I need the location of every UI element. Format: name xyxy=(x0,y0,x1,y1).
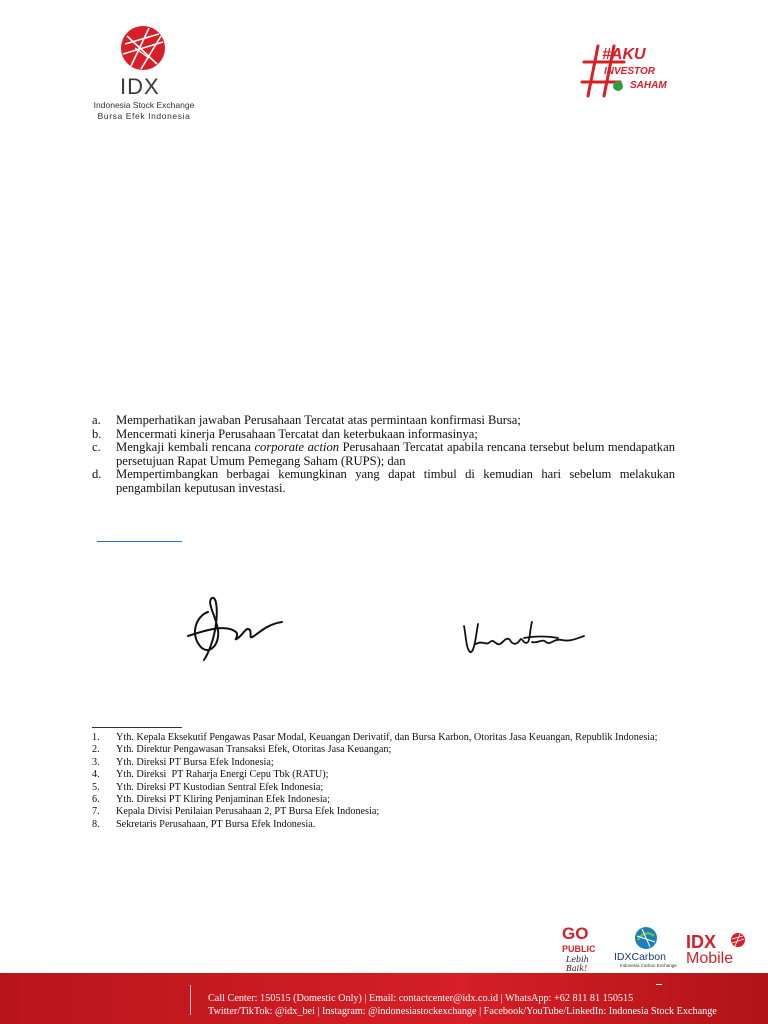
idx-logo xyxy=(88,22,198,126)
recommendation-list xyxy=(92,414,675,495)
list-item xyxy=(92,732,676,744)
list-item-text: Yth. Direksi PT Bursa Efek Indonesia; xyxy=(116,756,274,768)
list-item-text: Sekretaris Perusahaan, PT Bursa Efek Indonesia. xyxy=(116,818,316,830)
go-public-tagline: Lebih Baik! xyxy=(566,955,589,973)
link-underline xyxy=(97,541,182,542)
distribution-list xyxy=(92,732,676,831)
list-item xyxy=(92,806,676,818)
partner-logos xyxy=(556,924,756,973)
list-item-text: Mengkaji kembali rencana xyxy=(116,440,255,454)
idx-carbon-logo xyxy=(614,926,682,970)
idx-mobile-logo xyxy=(686,926,756,970)
list-item-text: Yth. Direksi PT Kliring Penjaminan Efek Indonesia; xyxy=(116,794,330,806)
list-item xyxy=(92,428,675,442)
go-public-public-text: PUBLIC xyxy=(562,944,596,954)
list-marker: 6. xyxy=(92,794,100,806)
list-item-text: Yth. Direksi PT Raharja Energi Cepu Tbk (RATU); xyxy=(116,769,329,781)
footer-separator xyxy=(190,985,191,1015)
list-marker: 3. xyxy=(92,756,100,768)
investor-text: INVESTOR xyxy=(604,66,655,77)
aku-investor-saham-logo xyxy=(580,40,680,104)
list-marker: 8. xyxy=(92,818,100,830)
footer-social-line: Twitter/TikTok: @idx_bei | Instagram: @indonesiastockexchange | Facebook/YouTube/LinkedIn: Indonesia Stock Exchange xyxy=(208,1006,717,1017)
signature-right xyxy=(458,616,588,660)
list-item xyxy=(92,782,676,794)
list-item-text: Mempertimbangkan berbagai kemungkinan yang dapat timbul di kemudian hari sebelum melakukan pengambilan keputusan investasi. xyxy=(116,467,675,495)
list-item xyxy=(92,757,676,769)
list-item xyxy=(92,468,675,495)
idx-carbon-globe-icon xyxy=(634,926,658,950)
list-marker: d. xyxy=(92,467,102,481)
footnote-separator xyxy=(92,727,182,728)
list-marker: 2. xyxy=(92,744,100,756)
list-item-text-continued: Perusahaan Tercatat apabila rencana tersebut belum mendapatkan persetujuan Rapat Umum Pemegang Saham (RUPS); dan xyxy=(116,440,675,468)
footer-contact-line: Call Center: 150515 (Domestic Only) | Email: contactcenter@idx.co.id | WhatsApp: +62 811 81 150515 xyxy=(208,993,634,1004)
idx-mobile-globe-icon xyxy=(730,932,746,948)
list-item xyxy=(92,794,676,806)
aku-text: #AKU xyxy=(602,46,646,63)
list-marker: 1. xyxy=(92,732,100,743)
list-marker: b. xyxy=(92,426,102,441)
list-item xyxy=(92,744,676,756)
idx-subtitle-en: Indonesia Stock Exchange xyxy=(93,100,195,110)
idx-carbon-name: IDXCarbon xyxy=(614,951,666,963)
list-item-text: Yth. Direktur Pengawasan Transaksi Efek, Otoritas Jasa Keuangan; xyxy=(116,744,392,756)
list-item xyxy=(92,819,676,831)
list-item-text: Memperhatikan jawaban Perusahaan Tercatat atas permintaan konfirmasi Bursa; xyxy=(116,413,521,427)
signature-left xyxy=(186,594,286,664)
list-marker: 5. xyxy=(92,781,100,793)
list-marker: 7. xyxy=(92,806,100,818)
idx-globe-icon xyxy=(119,24,167,72)
list-item-italic-term: corporate action xyxy=(254,440,340,454)
list-item-text: Mencermati kinerja Perusahaan Tercatat dan keterbukaan informasinya; xyxy=(116,426,478,441)
list-item-text: Kepala Divisi Penilaian Perusahaan 2, PT Bursa Efek Indonesia; xyxy=(116,806,380,818)
list-marker: c. xyxy=(92,440,101,454)
idx-carbon-subtitle: Indonesia Carbon Exchange xyxy=(620,963,677,968)
list-item-text: Yth. Kepala Eksekutif Pengawas Pasar Modal, Keuangan Derivatif, dan Bursa Karbon, Otoritas Jasa Keuangan, Republik Indonesia; xyxy=(116,732,658,743)
idx-mobile-idx-text: IDX xyxy=(686,932,717,952)
list-item xyxy=(92,441,675,468)
list-item xyxy=(92,414,675,428)
saham-text: SAHAM xyxy=(630,80,667,91)
list-item xyxy=(92,769,676,781)
idx-subtitle-id: Bursa Efek Indonesia xyxy=(97,111,191,121)
idx-mobile-mobile-text: Mobile xyxy=(686,950,734,967)
footer-dash xyxy=(656,984,662,985)
go-public-logo xyxy=(560,924,606,973)
list-marker: a. xyxy=(92,413,101,427)
idx-wordmark: IDX xyxy=(120,74,160,99)
list-item-text: Yth. Direksi PT Kustodian Sentral Efek Indonesia; xyxy=(116,781,324,793)
go-public-go-text: GO xyxy=(562,924,589,943)
list-marker: 4. xyxy=(92,769,100,781)
